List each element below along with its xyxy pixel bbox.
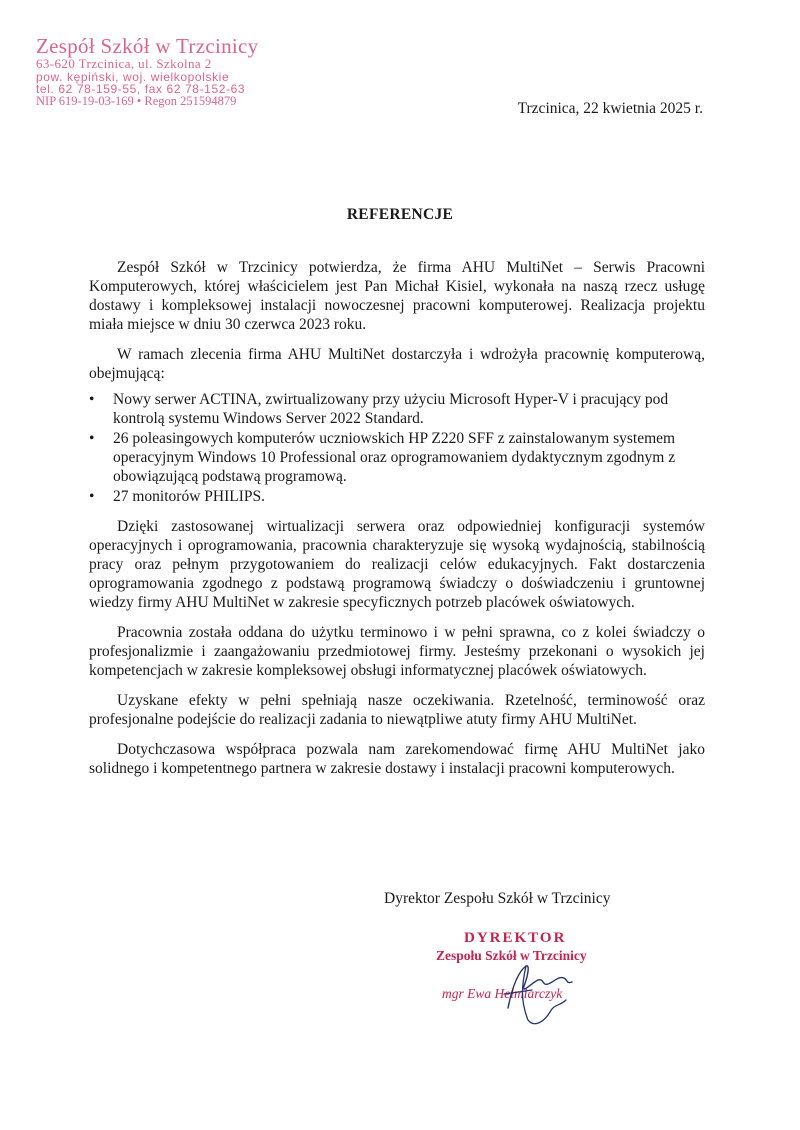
list-item: [89, 429, 705, 486]
bullet-icon: •: [89, 430, 95, 447]
list-item: [89, 390, 705, 428]
school-letterhead-stamp: [36, 36, 258, 108]
stamp-organization: Zespołu Szkół w Trzcinicy: [436, 948, 587, 963]
handwritten-signature-icon: [468, 950, 618, 1030]
delivered-items-list: [89, 390, 705, 506]
paragraph-performance: Dzięki zastosowanej wirtualizacji serwera oraz odpowiedniej konfiguracji systemów operacyjnych i oprogramowania, pracownia charakteryzuje się wysoką wydajnością, stabilnością pracy oraz pełnym przygotowaniem do realizacji celów edukacyjnych. Fakt dostarczenia oprogramowania zgodnego z podstawą programową świadczy o doświadczeniu i gruntownej wiedzy firmy AHU MultiNet w zakresie specyficznych potrzeb placówek oświatowych.: [89, 518, 705, 611]
list-item-text: Nowy serwer ACTINA, zwirtualizowany przy użyciu Microsoft Hyper-V i pracujący pod kontrolą systemu Windows Server 2022 Standard.: [113, 391, 669, 427]
paragraph-scope: W ramach zlecenia firma AHU MultiNet dostarczyła i wdrożyła pracownię komputerową, obejmującą:: [89, 346, 705, 382]
paragraph-recommendation: Dotychczasowa współpraca pozwala nam zarekomendować firmę AHU MultiNet jako solidnego i kompetentnego partnera w zakresie dostawy i instalacji pracowni komputerowych.: [89, 741, 705, 777]
list-item: [89, 487, 705, 506]
list-item-text: 27 monitorów PHILIPS.: [113, 488, 265, 505]
letterhead-district: pow. kępiński, woj. wielkopolskie: [36, 69, 230, 84]
signer-label: Dyrektor Zespołu Szkół w Trzcinicy: [384, 890, 611, 907]
list-item-text: 26 poleasingowych komputerów uczniowskich HP Z220 SFF z zainstalowanym systemem operacyjnym Windows 10 Professional oraz oprogramowaniem dydaktycznym zgodnym z obowiązującą podstawą programową.: [113, 430, 676, 485]
letterhead-address: 63-620 Trzcinica, ul. Szkolna 2: [36, 56, 212, 72]
director-signature-stamp: [428, 930, 628, 1030]
letter-body: [89, 258, 705, 778]
bullet-icon: •: [89, 488, 95, 505]
paragraph-delivery: Pracownia została oddana do użytku terminowo i w pełni sprawna, co z kolei świadczy o profesjonalizmie i zaangażowaniu przedmiotowej firmy. Jesteśmy przekonani o wysokich jej kompetencjach w zakresie kompleksowej obsługi informatycznej placówek oświatowych.: [89, 624, 705, 679]
paragraph-intro: Zespół Szkół w Trzcinicy potwierdza, że firma AHU MultiNet – Serwis Pracowni Komputerowych, której właścicielem jest Pan Michał Kisiel, wykonała na naszą rzecz usługę dostawy i kompleksowej instalacji nowoczesnej pracowni komputerowej. Realizacja projektu miała miejsce w dniu 30 czerwca 2023 roku.: [89, 259, 705, 333]
paragraph-evaluation: Uzyskane efekty w pełni spełniają nasze oczekiwania. Rzetelność, terminowość oraz profesjonalne podejście do realizacji zadania to niewątpliwe atuty firmy AHU MultiNet.: [89, 692, 705, 728]
place-and-date: Trzcinica, 22 kwietnia 2025 r.: [517, 100, 703, 117]
letterhead-school-name: Zespół Szkół w Trzcinicy: [36, 34, 259, 58]
letterhead-phone: tel. 62 78-159-55, fax 62 78-152-63: [36, 81, 246, 96]
document-title: REFERENCJE: [346, 206, 454, 223]
stamp-title: DYREKTOR: [464, 930, 567, 946]
letterhead-nip: NIP 619-19-03-169 • Regon 251594879: [36, 94, 237, 109]
stamp-person: mgr Ewa Hełmiarczyk: [442, 986, 563, 1001]
bullet-icon: •: [89, 391, 95, 408]
